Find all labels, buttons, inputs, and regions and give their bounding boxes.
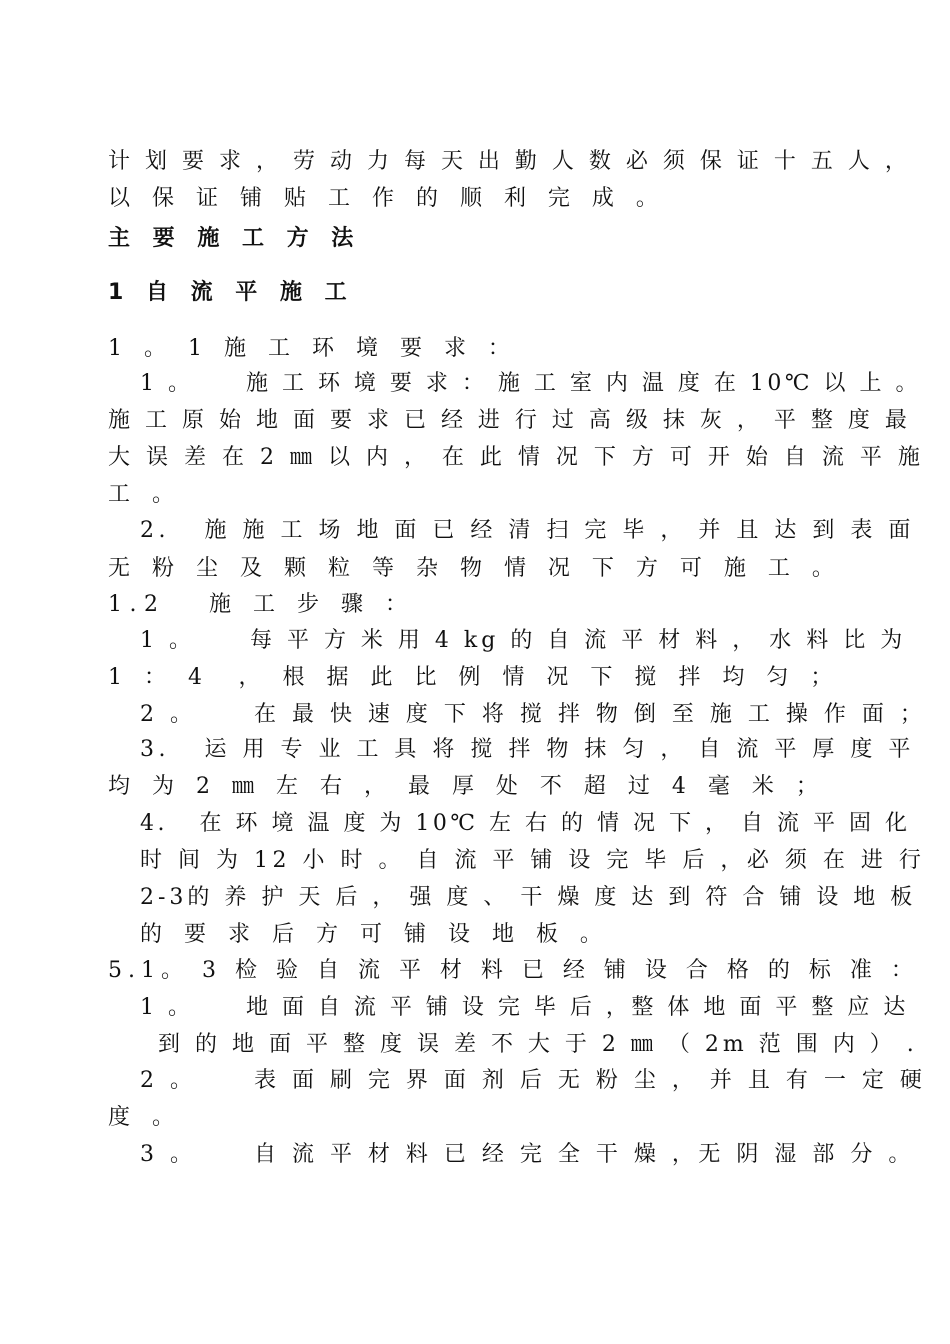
text-line: 时 间 为 12 小 时 。 自 流 平 铺 设 完 毕 后 ，必 须 在 进 行 [140,848,926,873]
text-line: 2 。 表 面 刷 完 界 面 剂 后 无 粉 尘 ， 并 且 有 一 定 硬 [140,1068,927,1093]
text-line: 2 。 在 最 快 速 度 下 将 搅 拌 物 倒 至 施 工 操 作 面 ； [140,702,927,727]
text-line: 度 。 [108,1105,182,1130]
text-line: 4. 在 环 境 温 度 为 10℃ 左 右 的 情 况 下 ， 自 流 平 固 化 [140,811,911,836]
subsection-heading: 1 自 流 平 施 工 [108,280,355,305]
text-line: 3. 运 用 专 业 工 具 将 搅 拌 物 抹 匀 ， 自 流 平 厚 度 平 [140,737,915,762]
section-heading: 主 要 施 工 方 法 [108,226,361,251]
text-line: 3 。 自 流 平 材 料 已 经 完 全 干 燥 ，无 阴 湿 部 分 。 [140,1142,915,1167]
text-line: 到 的 地 面 平 整 度 误 差 不 大 于 2 ㎜ （ 2m 范 围 内 ） . [158,1032,918,1057]
text-line: 2. 施 施 工 场 地 面 已 经 清 扫 完 毕 ， 并 且 达 到 表 面 [140,518,915,543]
text-line: 5.1。 3 检 验 自 流 平 材 料 已 经 铺 设 合 格 的 标 准 ： [108,958,919,983]
text-line: 计 划 要 求 ， 劳 动 力 每 天 出 勤 人 数 必 须 保 证 十 五 人 ， [108,149,911,174]
text-line: 均 为 2 ㎜ 左 右 ， 最 厚 处 不 超 过 4 毫 米 ； [108,774,826,799]
text-line: 大 误 差 在 2 ㎜ 以 内 ， 在 此 情 况 下 方 可 开 始 自 流 平 施 [108,445,925,470]
text-line: 2-3的 养 护 天 后 ， 强 度 、 干 燥 度 达 到 符 合 铺 设 地 板 [140,885,917,910]
text-line: 工 。 [108,482,182,507]
text-line: 1 ： 4 ， 根 据 此 比 例 情 况 下 搅 拌 均 匀 ； [108,665,840,690]
text-line: 1.2 施 工 步 骤 ： [108,592,415,617]
text-line: 1 。 1 施 工 环 境 要 求 ： [108,336,518,361]
text-line: 1 。 施 工 环 境 要 求 ： 施 工 室 内 温 度 在 10℃ 以 上 。 [140,371,921,396]
text-line: 以 保 证 铺 贴 工 作 的 顺 利 完 成 。 [108,186,666,211]
text-line: 的 要 求 后 方 可 铺 设 地 板 。 [140,922,610,947]
text-line: 1 。 地 面 自 流 平 铺 设 完 毕 后 ，整 体 地 面 平 整 应 达 [140,995,909,1020]
text-line: 施 工 原 始 地 面 要 求 已 经 进 行 过 高 级 抹 灰 ， 平 整 度 最 [108,408,911,433]
text-line: 1 。 每 平 方 米 用 4 kg 的 自 流 平 材 料 ， 水 料 比 为 [140,628,907,653]
text-line: 无 粉 尘 及 颗 粒 等 杂 物 情 况 下 方 可 施 工 。 [108,556,842,581]
